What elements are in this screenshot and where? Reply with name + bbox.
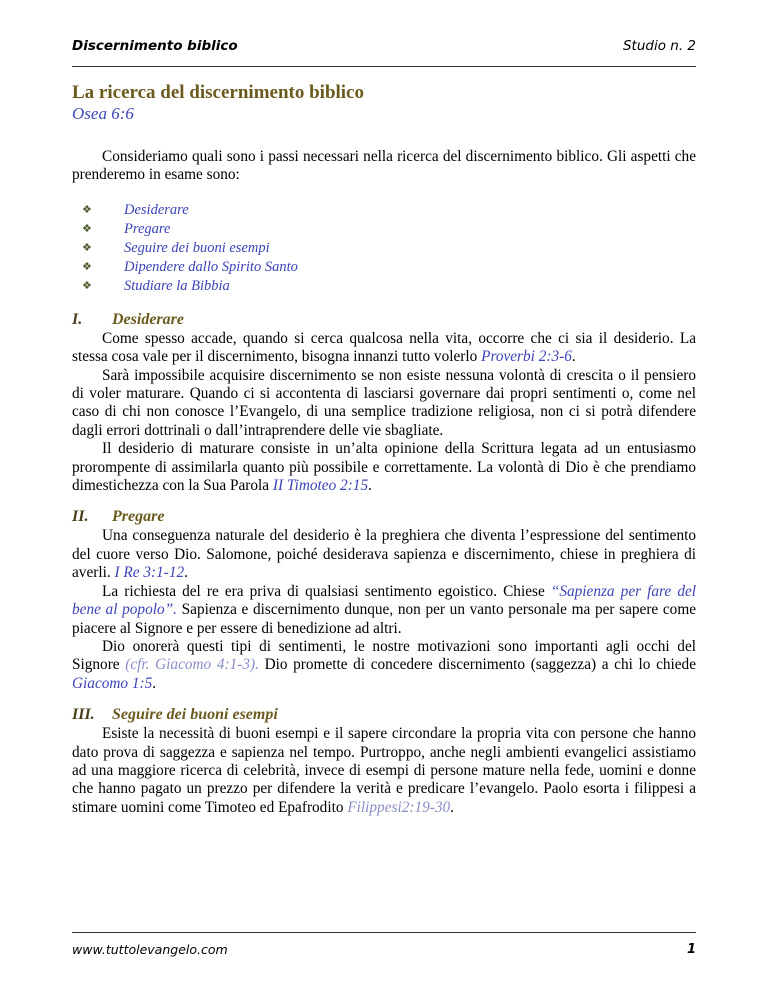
section-title: Desiderare: [112, 310, 184, 328]
topic-label: Seguire dei buoni esempi: [124, 239, 270, 256]
section-paragraph: [72, 440, 696, 495]
paragraph-text: Esiste la necessità di buoni esempi e il sapere circondare la propria vita con persone che hanno dato prova di saggezza e sapienza nel tempo. Purtroppo, anche negli ambienti evangelici assistiamo ad una maggiore ricerca di celebrità, invece di esempi di persone mature nella fede, uomini e donne che hanno pagato un prezzo per difendere la verità e predicare l’evangelo. Paolo esorta i filippesi a stimare uomini come Timoteo ed Epafrodito: [72, 725, 696, 816]
scripture-reference-link[interactable]: Proverbi 2:3-6: [481, 348, 572, 366]
section-heading: [72, 507, 696, 527]
paragraph-punctuation: .: [152, 674, 157, 692]
paragraph-text: Il desiderio di maturare consiste in un’alta opinione della Scrittura legata ad un entusiasmo prorompente di assimilarla quanto più possibile e correttamente. La volontà di Dio è che prendiamo dimestichezza con la Sua Parola: [72, 440, 696, 495]
paragraph-text: La richiesta del re era priva di qualsiasi sentimento egoistico. Chiese: [102, 582, 545, 600]
section-paragraph: Sarà impossibile acquisire discernimento se non esiste nessuna volontà di crescita o il pensiero di voler maturare. Quando ci si accontenta di lasciarsi governare dai propri sentimenti o, come nel caso di chi non conosce l’Evangelo, di una semplice tradizione religiosa, non ci si potrà difendere dagli errori dottrinali o dall’intraprendere delle vie sbagliate.: [72, 366, 696, 439]
topic-item: [72, 239, 696, 258]
scripture-reference-link[interactable]: II Timoteo 2:15: [272, 477, 369, 495]
section-heading: [72, 310, 696, 330]
diamond-bullet-icon: ❖: [82, 279, 92, 292]
scripture-reference-link[interactable]: Giacomo 1:5: [72, 674, 153, 692]
paragraph-text: Dio promette di concedere discernimento (saggezza) a chi lo chiede: [264, 656, 696, 674]
topic-label: Dipendere dallo Spirito Santo: [124, 258, 298, 275]
section-heading: [72, 705, 696, 725]
topic-item: [72, 258, 696, 277]
header-study-number: Studio n. 2: [622, 38, 696, 54]
paragraph-punctuation: .: [184, 564, 188, 582]
paragraph-punctuation: .: [368, 477, 372, 495]
footer-website-link[interactable]: www.tuttolevangelo.com: [72, 942, 228, 957]
paragraph-text: Dio onorerà questi tipi di sentimenti, le nostre motivazioni sono importanti agli occhi del Signore: [72, 637, 696, 674]
diamond-bullet-icon: ❖: [82, 260, 92, 273]
topic-item: [72, 220, 696, 239]
section-title: Pregare: [112, 508, 165, 526]
quotation: “Sapienza per fare del bene al popolo”.: [72, 582, 697, 619]
section-paragraph: [72, 725, 696, 817]
paragraph-text: Sapienza e discernimento dunque, non per un vanto personale ma per sapere come piacere al Signore e per essere di benedizione ad altri.: [72, 601, 697, 637]
paragraph-punctuation: .: [450, 798, 454, 816]
page-number: 1: [686, 942, 696, 957]
document-body: [72, 82, 696, 817]
section-number: II.: [72, 508, 89, 526]
diamond-bullet-icon: ❖: [82, 222, 92, 235]
page-title: La ricerca del discernimento biblico: [72, 82, 364, 103]
section-number: III.: [72, 706, 95, 724]
section-title: Seguire dei buoni esempi: [112, 706, 278, 724]
diamond-bullet-icon: ❖: [82, 203, 92, 216]
paragraph-punctuation: .: [571, 348, 576, 366]
paragraph-text: Come spesso accade, quando si cerca qualcosa nella vita, occorre che ci sia il desiderio. La stessa cosa vale per il discernimento, bisogna innanzi tutto volerlo: [72, 329, 696, 366]
section-paragraph: [72, 330, 696, 367]
topic-label: Desiderare: [124, 201, 189, 218]
section-paragraph: [72, 583, 696, 638]
intro-paragraph: Consideriamo quali sono i passi necessari nella ricerca del discernimento biblico. Gli aspetti che prenderemo in esame sono:: [72, 148, 696, 184]
topic-label: Studiare la Bibbia: [124, 277, 230, 294]
scripture-reference-link[interactable]: Filippesi2:19-30: [347, 798, 451, 816]
topics-list: [72, 201, 696, 296]
diamond-bullet-icon: ❖: [82, 241, 92, 254]
topic-item: [72, 201, 696, 220]
header-document-title: Discernimento biblico: [72, 38, 238, 54]
scripture-reference-link[interactable]: I Re 3:1-12: [114, 564, 185, 582]
scripture-reference-link[interactable]: (cfr. Giacomo 4:1-3).: [125, 656, 259, 674]
page-footer: [72, 932, 696, 957]
paragraph-text: Una conseguenza naturale del desiderio è la preghiera che diventa l’espressione del sentimento del cuore verso Dio. Salomone, poiché desiderava sapienza e discernimento, chiese in preghiera di averli.: [72, 527, 696, 582]
topic-label: Pregare: [124, 220, 171, 237]
section-paragraph: [72, 638, 696, 693]
section-number: I.: [72, 310, 83, 328]
page-subtitle-reference[interactable]: Osea 6:6: [72, 104, 134, 123]
topic-item: [72, 277, 696, 296]
section-paragraph: [72, 527, 696, 582]
page-header: [72, 38, 696, 67]
